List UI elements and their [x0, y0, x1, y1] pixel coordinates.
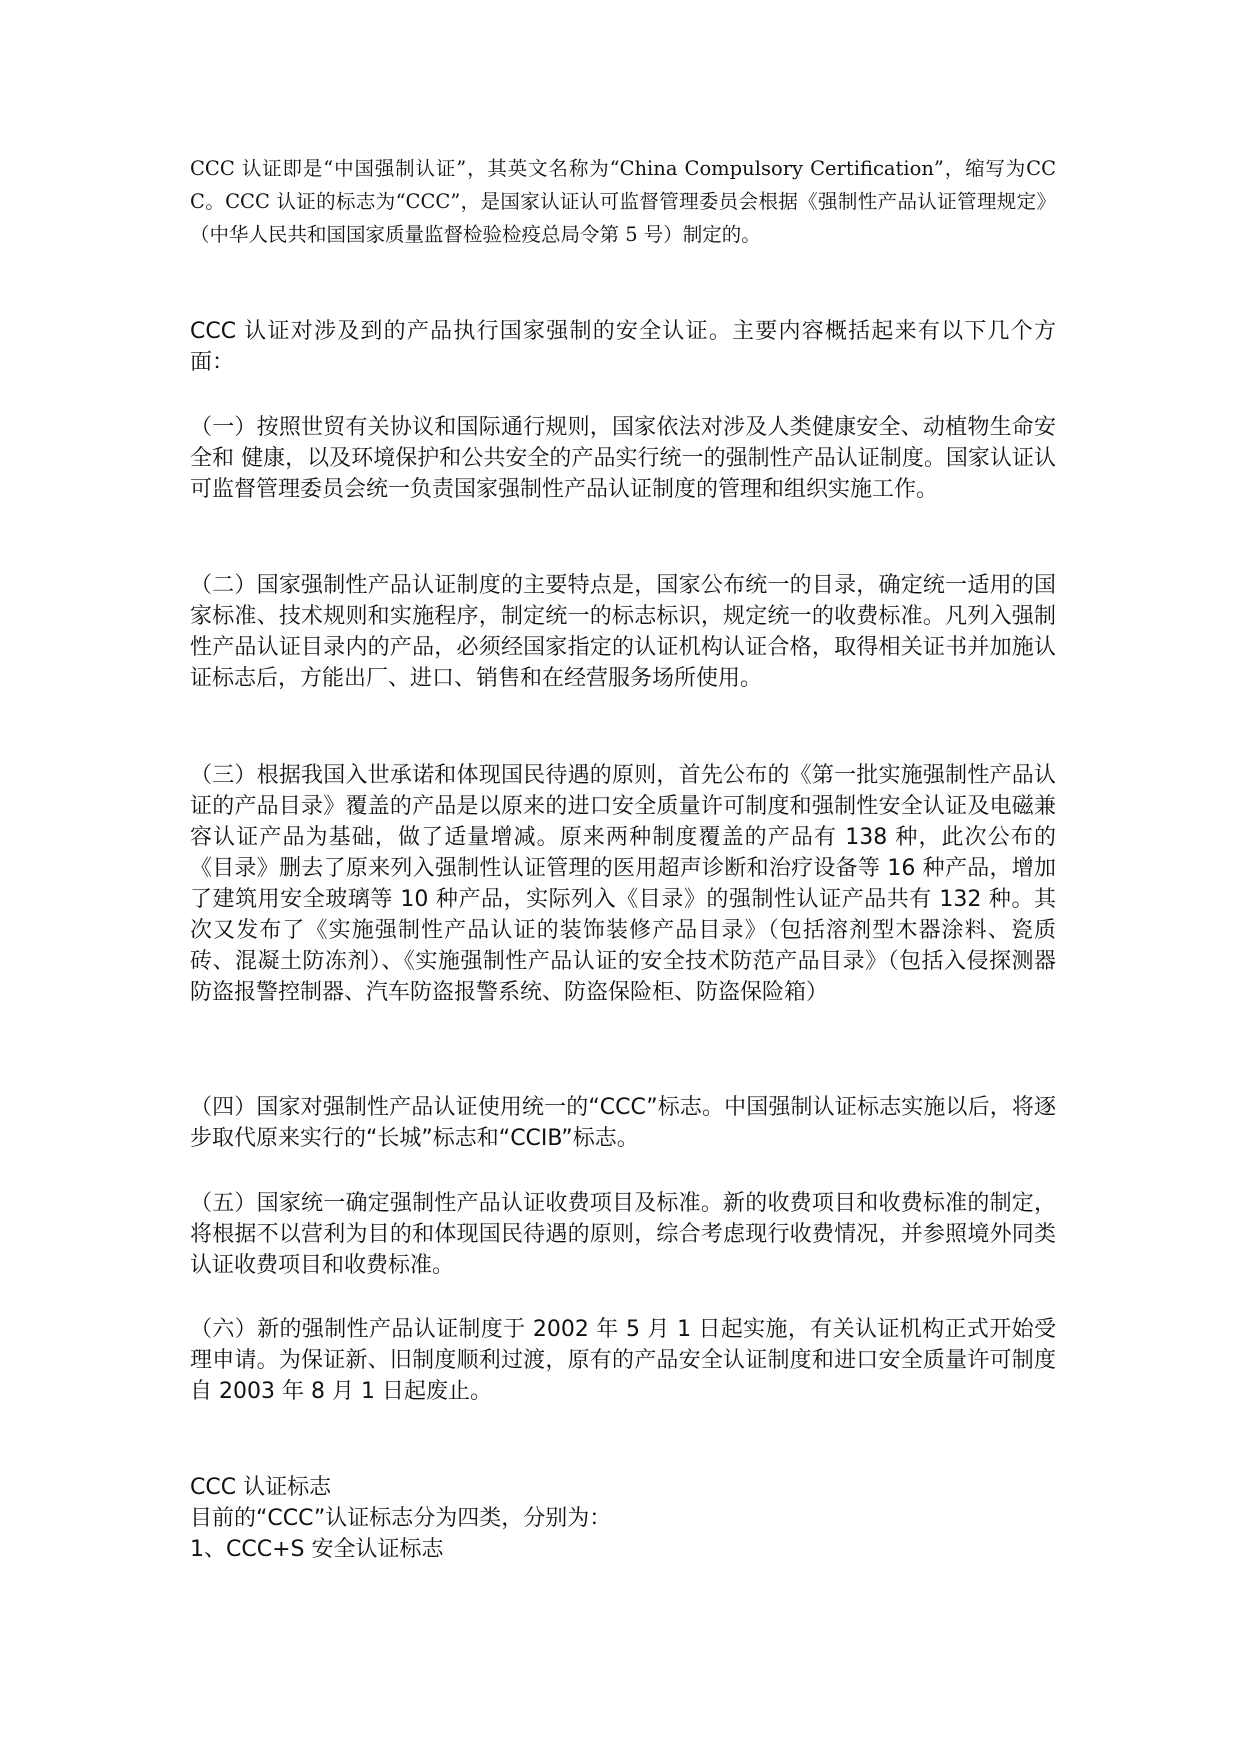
point-paragraph-1: （一）按照世贸有关协议和国际通行规则，国家依法对涉及人类健康安全、动植物生命安全和 健康，以及环境保护和公共安全的产品实行统一的强制性产品认证制度。国家认证认可监督管理委员会统一负责国家强制性产品认证制度的管理和组织实施工作。 [190, 415, 1056, 502]
point-paragraph-2: （二）国家强制性产品认证制度的主要特点是，国家公布统一的目录，确定统一适用的国家标准、技术规则和实施程序，制定统一的标志标识，规定统一的收费标准。凡列入强制性产品认证目录内的产品，必须经国家指定的认证机构认证合格，取得相关证书并加施认证标志后，方能出厂、进口、销售和在经营服务场所使用。 [190, 573, 1056, 691]
intro-paragraph: CCC 认证即是“中国强制认证”，其英文名称为“China Compulsory Certification”，缩写为CCC。CCC 认证的标志为“CCC”，是国家认证认可监督管理委员会根据《强制性产品认证管理规定》（中华人民共和国国家质量监督检验检疫总局令第 5 号）制定的。 [190, 157, 1056, 246]
point-paragraph-4: （四）国家对强制性产品认证使用统一的“CCC”标志。中国强制认证标志实施以后，将逐步取代原来实行的“长城”标志和“CCIB”标志。 [190, 1095, 1056, 1151]
point-paragraph-6: （六）新的强制性产品认证制度于 2002 年 5 月 1 日起实施，有关认证机构正式开始受理申请。为保证新、旧制度顺利过渡，原有的产品安全认证制度和进口安全质量许可制度自 2003 年 8 月 1 日起废止。 [190, 1317, 1056, 1404]
logo-list-item-1: 1、CCC+S 安全认证标志 [190, 1537, 444, 1562]
main-intro-paragraph: CCC 认证对涉及到的产品执行国家强制的安全认证。主要内容概括起来有以下几个方面： [190, 319, 1056, 375]
logo-section-title: CCC 认证标志 [190, 1475, 332, 1500]
point-paragraph-5: （五）国家统一确定强制性产品认证收费项目及标准。新的收费项目和收费标准的制定，将根据不以营利为目的和体现国民待遇的原则，综合考虑现行收费情况，并参照境外同类认证收费项目和收费标准。 [190, 1191, 1056, 1278]
logo-section-subtitle: 目前的“CCC”认证标志分为四类，分别为： [190, 1506, 612, 1531]
point-paragraph-3: （三）根据我国入世承诺和体现国民待遇的原则，首先公布的《第一批实施强制性产品认证的产品目录》覆盖的产品是以原来的进口安全质量许可制度和强制性安全认证及电磁兼容认证产品为基础，做了适量增减。原来两种制度覆盖的产品有 138 种，此次公布的《目录》删去了原来列入强制性认证管理的医用超声诊断和治疗设备等 16 种产品，增加了建筑用安全玻璃等 10 种产品，实际列入《目录》的强制性认证产品共有 132 种。其次又发布了《实施强制性产品认证的装饰装修产品目录》（包括溶剂型木器涂料、瓷质砖、混凝土防冻剂）、《实施强制性产品认证的安全技术防范产品目录》（包括入侵探测器防盗报警控制器、汽车防盗报警系统、防盗保险柜、防盗保险箱） [190, 763, 1056, 1005]
